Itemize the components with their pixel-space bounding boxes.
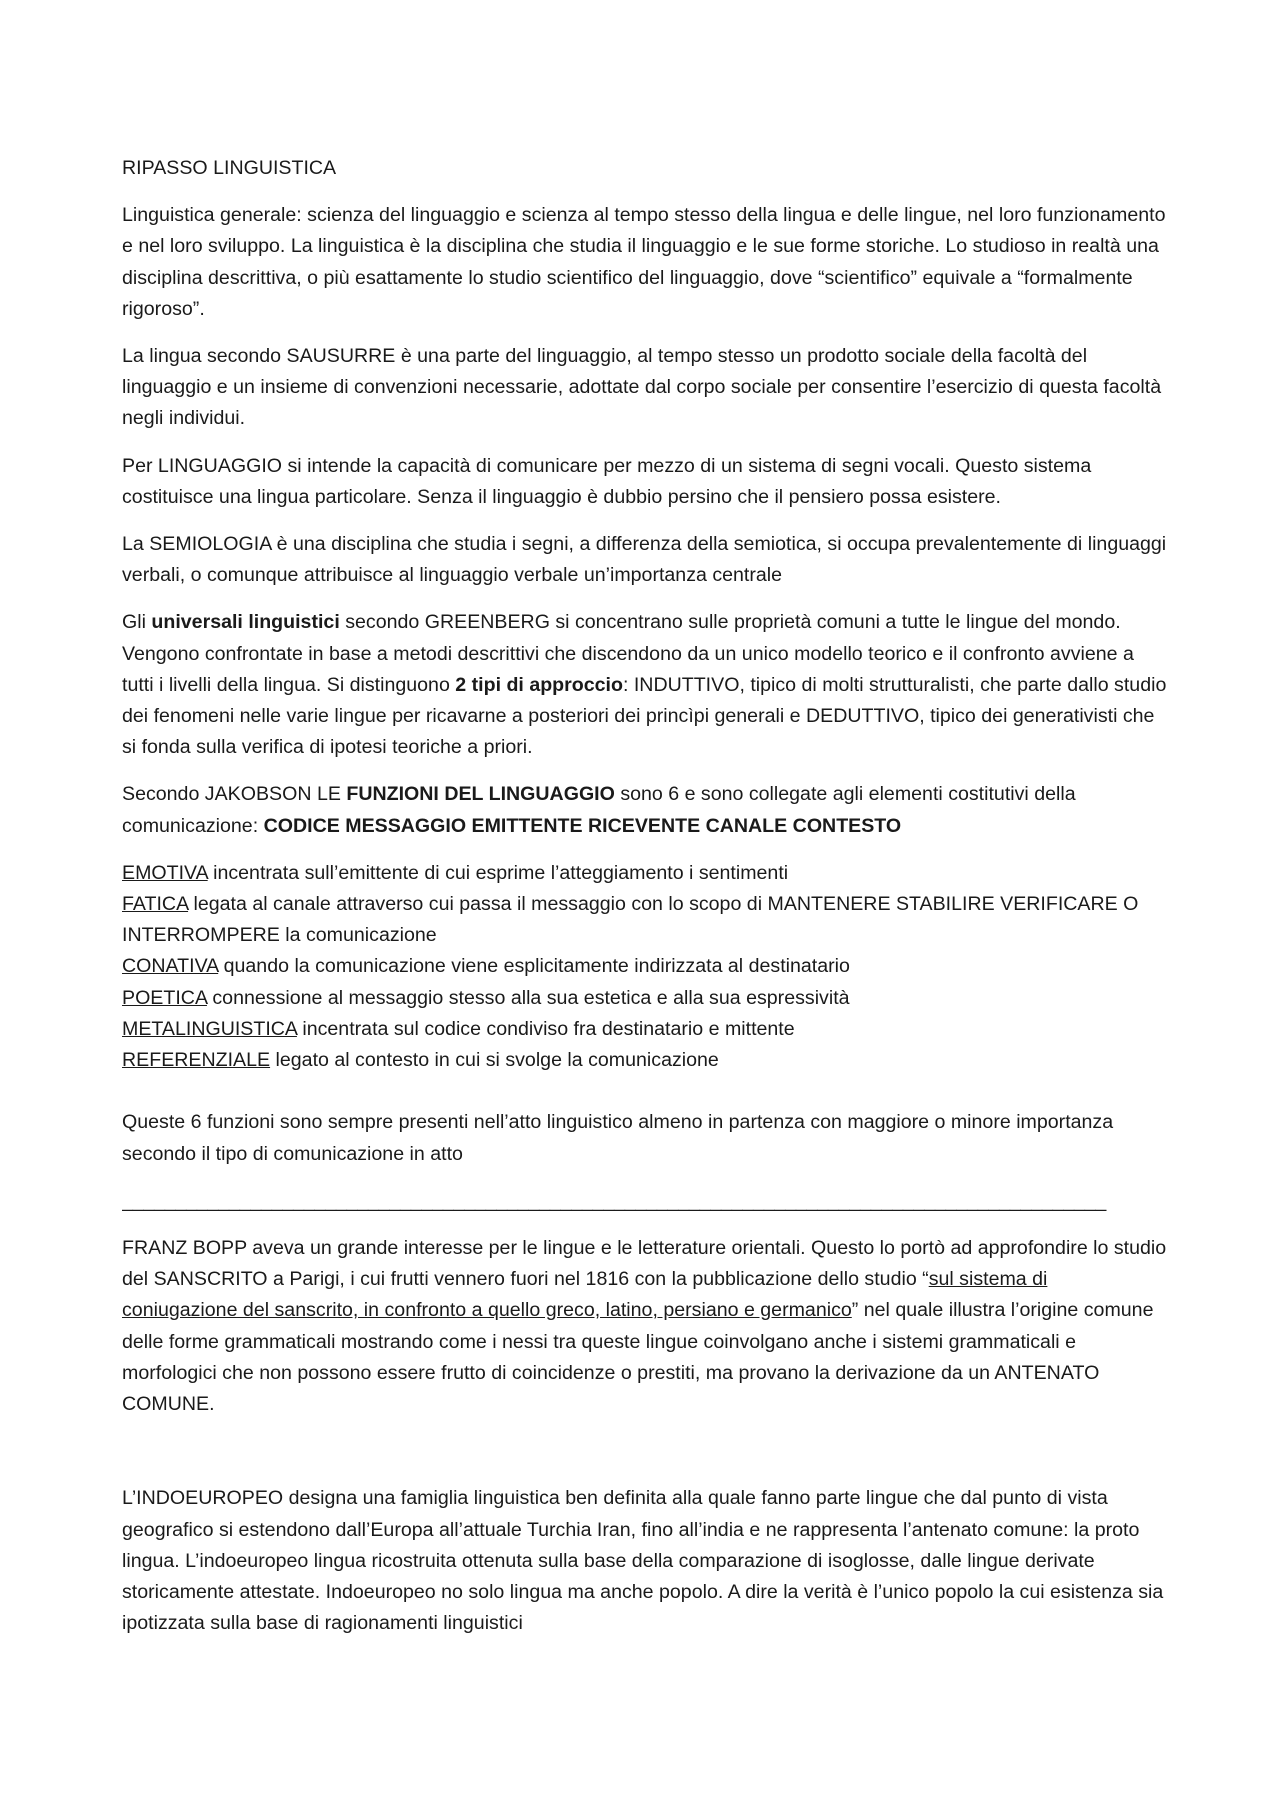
text-run: Gli — [122, 611, 152, 634]
function-item — [122, 983, 1167, 1014]
paragraph-linguaggio: Per LINGUAGGIO si intende la capacità di comunicare per mezzo di un sistema di segni vocali. Questo sistema costituisce una lingua particolare. Senza il linguaggio è dubbio persino che il pensiero possa esistere. — [122, 454, 1092, 508]
function-term: POETICA — [122, 986, 207, 1009]
function-item — [122, 889, 1167, 951]
bold-term-elementi: CODICE MESSAGGIO EMITTENTE RICEVENTE CANALE CONTESTO — [263, 814, 902, 837]
functions-list — [122, 858, 1167, 1076]
bold-term-funzioni: FUNZIONI DEL LINGUAGGIO — [346, 783, 615, 806]
separator-line: ____________________________________________________________________________________________ — [122, 1189, 1107, 1212]
function-desc: legata al canale attraverso cui passa il messaggio con lo scopo di MANTENERE STABILIRE VERIFICARE O INTERROMPERE la comunicazione — [122, 893, 1139, 947]
blank-space — [122, 1436, 1167, 1483]
function-term: FATICA — [122, 893, 189, 916]
function-desc: connessione al messaggio stesso alla sua estetica e alla sua espressività — [206, 986, 850, 1009]
text-run: : INDUTTIVO, tipico di molti strutturalisti, che parte dallo studio dei fenomeni nelle varie lingue per ricavarne a posteriori dei princìpi generali e DEDUTTIVO, tipico dei generativisti che si fonda sulla verifica di ipotesi teoriche a priori. — [122, 673, 1167, 759]
paragraph-sei-funzioni: Queste 6 funzioni sono sempre presenti nell’atto linguistico almeno in partenza con maggiore o minore importanza secondo il tipo di comunicazione in atto — [122, 1111, 1114, 1165]
function-item — [122, 858, 1167, 889]
function-item — [122, 1045, 1167, 1076]
document-title: RIPASSO LINGUISTICA — [122, 157, 337, 179]
paragraph-semiologia: La SEMIOLOGIA è una disciplina che studia i segni, a differenza della semiotica, si occupa prevalentemente di linguaggi verbali, o comunque attribuisce al linguaggio verbale un’importanza centrale — [122, 533, 1167, 587]
function-term: EMOTIVA — [122, 861, 208, 884]
underlined-title: sul sistema di coniugazione del sanscrito, in confronto a quello greco, latino, persiano e germanico — [122, 1268, 1048, 1322]
function-term: REFERENZIALE — [122, 1049, 271, 1072]
text-run: Secondo JAKOBSON LE — [122, 783, 347, 806]
paragraph-linguistica-generale: Linguistica generale: scienza del linguaggio e scienza al tempo stesso della lingua e delle lingue, nel loro funzionamento e nel loro sviluppo. La linguistica è la disciplina che studia il linguaggio e le sue forme storiche. Lo studioso in realtà una disciplina descrittiva, o più esattamente lo studio scientifico del linguaggio, dove “scientifico” equivale a “formalmente rigoroso”. — [122, 204, 1166, 320]
function-desc: incentrata sul codice condiviso fra destinatario e mittente — [296, 1017, 795, 1040]
function-desc: quando la comunicazione viene esplicitamente indirizzata al destinatario — [218, 955, 850, 978]
text-run: sono 6 e sono collegate agli elementi costitutivi della comunicazione: — [122, 783, 1076, 837]
paragraph-indoeuropeo: L’INDOEUROPEO designa una famiglia linguistica ben definita alla quale fanno parte lingue che dal punto di vista geografico si estendono dall’Europa all’attuale Turchia Iran, fino all’india e ne rappresenta l’antenato comune: la proto lingua. L’indoeuropeo lingua ricostruita ottenuta sulla base della comparazione di isoglosse, dalle lingue derivate storicamente attestate. Indoeuropeo no solo lingua ma anche popolo. A dire la verità è l’unico popolo la cui esistenza sia ipotizzata sulla base di ragionamenti linguistici — [122, 1487, 1164, 1635]
function-item — [122, 951, 1167, 982]
paragraph-bopp — [122, 1233, 1167, 1420]
text-run: ” nel quale illustra l’origine comune delle forme grammaticali mostrando come i nessi tra queste lingue coinvolgano anche i sistemi grammaticali e morfologici che non possono essere frutto di coincidenze o prestiti, ma provano la derivazione da un ANTENATO COMUNE. — [122, 1299, 1154, 1416]
text-run: FRANZ BOPP aveva un grande interesse per le lingue e le letterature orientali. Questo lo portò ad approfondire lo studio del SANSCRITO a Parigi, i cui frutti vennero fuori nel 1816 con la pubblicazione dello studio “ — [122, 1237, 1167, 1291]
function-item — [122, 1014, 1167, 1045]
paragraph-jakobson — [122, 779, 1167, 841]
function-desc: incentrata sull’emittente di cui esprime l’atteggiamento i sentimenti — [207, 861, 789, 884]
text-run: secondo GREENBERG si concentrano sulle proprietà comuni a tutte le lingue del mondo. Vengono confrontate in base a metodi descrittivi che discendono da un unico modello teorico e il confronto avviene a tutti i livelli della lingua. Si distinguono — [122, 611, 1134, 696]
function-term: CONATIVA — [122, 955, 219, 978]
paragraph-saussure: La lingua secondo SAUSURRE è una parte del linguaggio, al tempo stesso un prodotto sociale della facoltà del linguaggio e un insieme di convenzioni necessarie, adottate dal corpo sociale per consentire l’esercizio di questa facoltà negli individui. — [122, 345, 1162, 430]
bold-term-approccio: 2 tipi di approccio — [455, 673, 623, 696]
function-term: METALINGUISTICA — [122, 1017, 297, 1040]
bold-term-universali: universali linguistici — [151, 611, 340, 634]
function-desc: legato al contesto in cui si svolge la comunicazione — [270, 1049, 719, 1072]
document-body — [122, 153, 1167, 1655]
blank-line — [122, 1076, 1167, 1107]
paragraph-universali — [122, 607, 1167, 763]
